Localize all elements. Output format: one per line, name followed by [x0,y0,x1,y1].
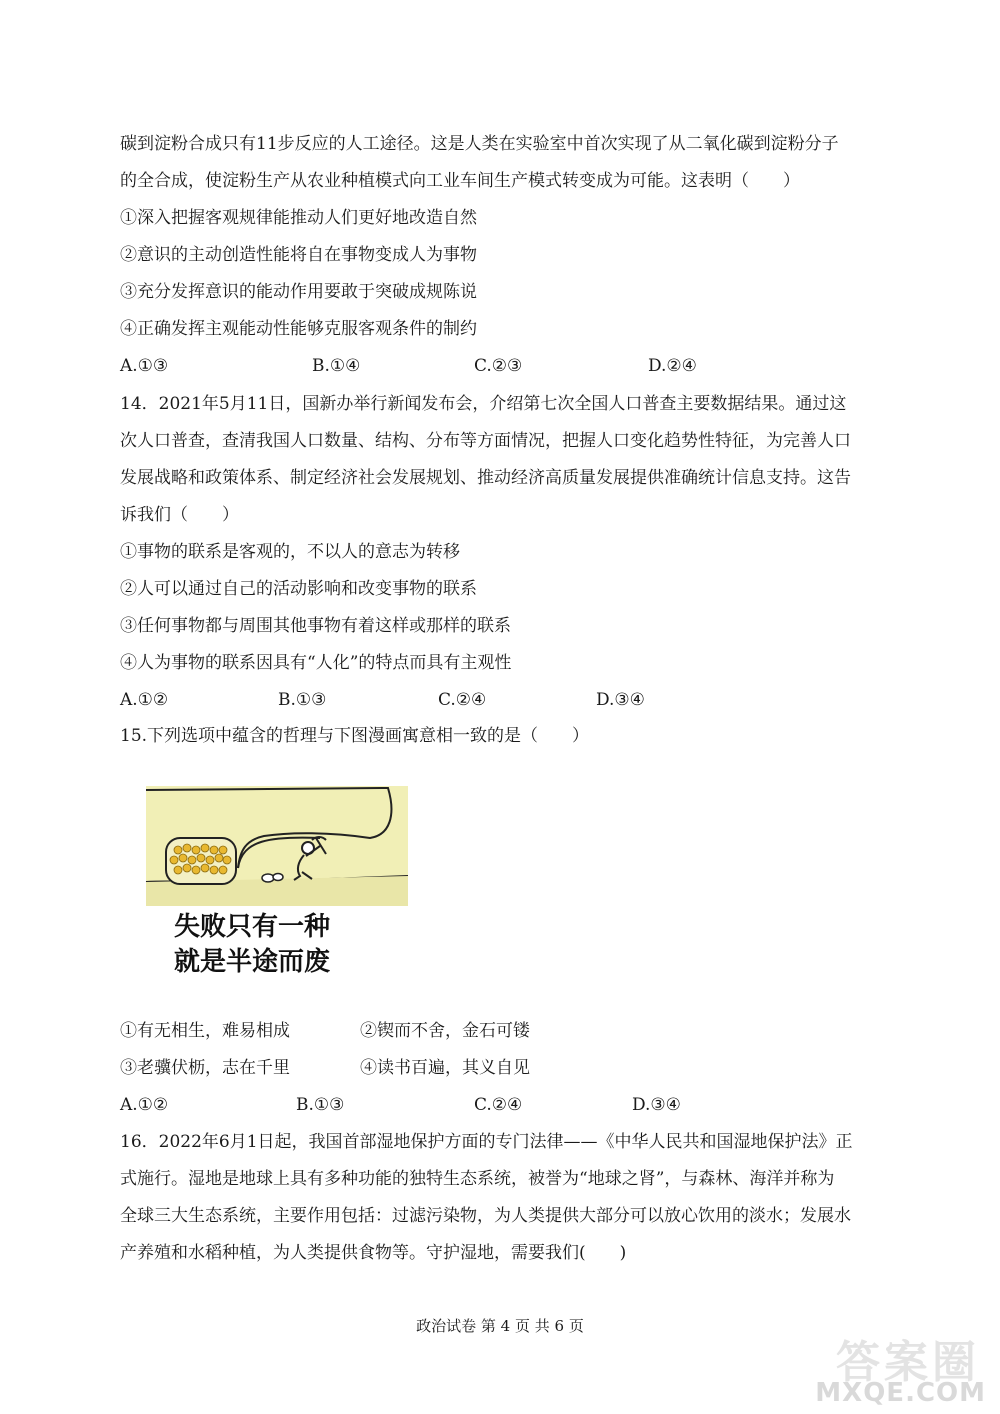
q13-statement-4: ④正确发挥主观能动性能够克服客观条件的制约 [120,319,477,339]
q14-line-2: 次人口普查，查清我国人口数量、结构、分布等方面情况，把握人口变化趋势性特征，为完善人口 [120,431,851,451]
q15-statement-4: ④读书百遍，其义自见 [360,1058,530,1078]
q16-line-4: 产养殖和水稻种植，为人类提供食物等。守护湿地，需要我们( ) [120,1243,627,1263]
watermark-text-cn: 答案圈 [836,1337,980,1388]
q15-option-a: A.①② [120,1095,169,1115]
q16-line-3: 全球三大生态系统，主要作用包括：过滤污染物，为人类提供大部分可以放心饮用的淡水；发展水 [120,1206,851,1226]
q14-statement-1: ①事物的联系是客观的，不以人的意志为转移 [120,542,460,562]
page-footer: 政治试卷 第 4 页 共 6 页 [416,1317,584,1335]
q13-line-1: 碳到淀粉合成只有11步反应的人工途径。这是人类在实验室中首次实现了从二氧化碳到淀粉分子 [120,134,839,154]
gold-treasure-icon [166,838,236,884]
rocks-icon [262,874,283,883]
q14-option-d: D.③④ [596,690,645,710]
q13-option-a: A.①③ [120,356,169,376]
q14-line-3: 发展战略和政策体系、制定经济社会发展规划、推动经济高质量发展提供准确统计信息支持。这告 [120,468,851,488]
q14-line-1: 14．2021年5月11日，国新办举行新闻发布会，介绍第七次全国人口普查主要数据结果。通过这 [120,394,847,414]
watermark-text-en: MXQE.COM [815,1378,986,1408]
cartoon-caption-1: 失败只有一种 [174,912,331,942]
q13-option-d: D.②④ [648,356,697,376]
q15-option-b: B.①③ [296,1095,345,1115]
q14-statement-3: ③任何事物都与周围其他事物有着这样或那样的联系 [120,616,511,636]
q13-line-2: 的全合成，使淀粉生产从农业种植模式向工业车间生产模式转变成为可能。这表明（ ） [120,171,800,191]
cartoon-tunnel-digger [140,780,415,985]
q15-statement-1: ①有无相生，难易相成 [120,1021,290,1041]
q15-statement-3: ③老骥伏枥，志在千里 [120,1058,290,1078]
q13-statement-2: ②意识的主动创造性能将自在事物变成人为事物 [120,245,477,265]
q13-option-b: B.①④ [312,356,361,376]
q14-statement-4: ④人为事物的联系因具有“人化”的特点而具有主观性 [120,653,512,673]
q14-statement-2: ②人可以通过自己的活动影响和改变事物的联系 [120,579,477,599]
q16-line-1: 16．2022年6月1日起，我国首部湿地保护方面的专门法律——《中华人民共和国湿地保护法》正 [120,1132,853,1152]
q14-option-a: A.①② [120,690,169,710]
q15-option-d: D.③④ [632,1095,681,1115]
cartoon-caption-2: 就是半途而废 [174,947,331,977]
q14-line-4: 诉我们（ ） [120,505,239,525]
q16-line-2: 式施行。湿地是地球上具有多种功能的独特生态系统，被誉为“地球之肾”，与森林、海洋并称为 [120,1169,835,1189]
q13-statement-1: ①深入把握客观规律能推动人们更好地改造自然 [120,208,477,228]
q13-statement-3: ③充分发挥意识的能动作用要敢于突破成规陈说 [120,282,477,302]
q15-option-c: C.②④ [474,1095,523,1115]
q15-statement-2: ②锲而不舍，金石可镂 [360,1021,530,1041]
q13-option-c: C.②③ [474,356,523,376]
q14-option-b: B.①③ [278,690,327,710]
q14-option-c: C.②④ [438,690,487,710]
q15-stem: 15.下列选项中蕴含的哲理与下图漫画寓意相一致的是（ ） [120,726,590,746]
